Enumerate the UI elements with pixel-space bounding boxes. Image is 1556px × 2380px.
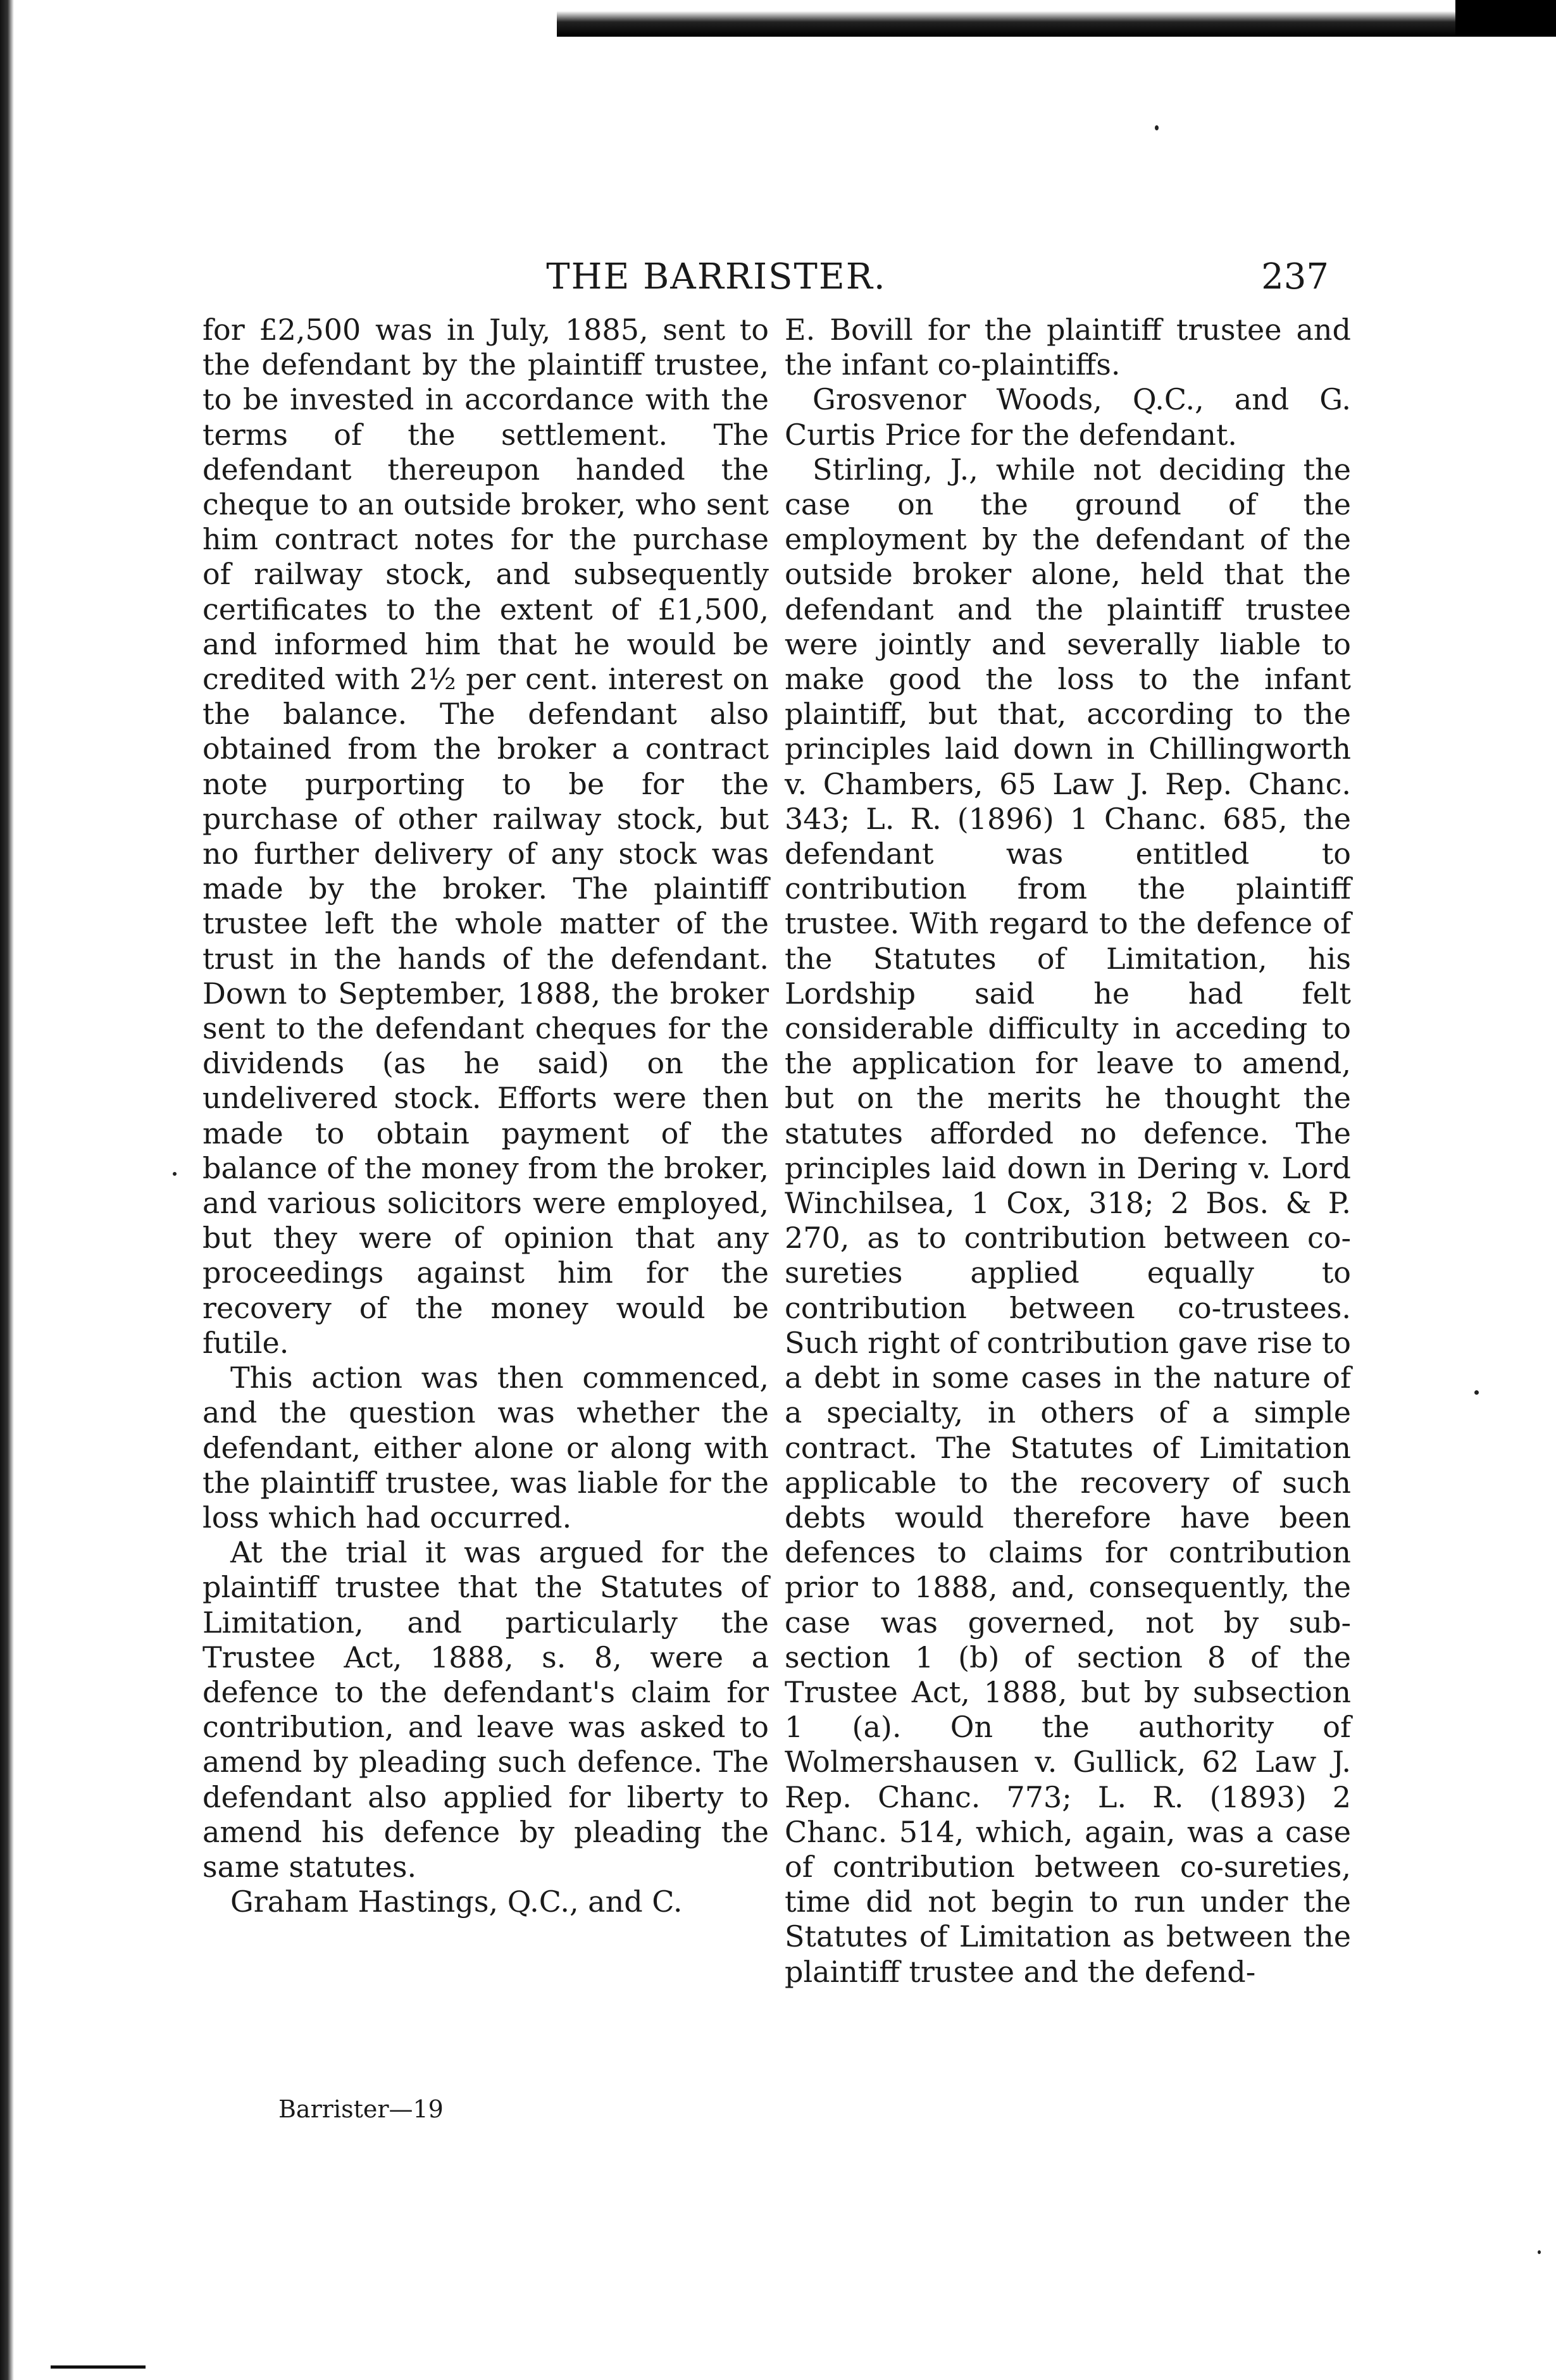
speck-mark [1538, 2250, 1541, 2254]
scan-bar-top [557, 0, 1556, 37]
paragraph: At the trial it was argued for the plaintiff trustee that the Statutes of Limitation, and particularly the Trustee Act, 1888, s. 8, were a defence to the defendant's claim for contribution, and leave was asked to amend by pleading such defence. The defendant also applied for liberty to amend his defence by pleading the same statutes. [202, 1535, 769, 1884]
paragraph: Stirling, J., while not deciding the case on the ground of the employment by the defendant of the outside broker alone, held that the defendant and the plaintiff trustee were jointly and severally liable to make good the loss to the infant plaintiff, but that, according to the principles laid down in Chillingworth v. Chambers, 65 Law J. Rep. Chanc. 343; L. R. (1896) 1 Chanc. 685, the defendant was entitled to contribution from the plaintiff trustee. With regard to the defence of the Statutes of Limitation, his Lordship said he had felt considerable difficulty in acceding to the application for leave to amend, but on the merits he thought the statutes afforded no defence. The principles laid down in Dering v. Lord Winchilsea, 1 Cox, 318; 2 Bos. & P. 270, as to contribution between co-sureties applied equally to contribution between co-trustees. Such right of contribution gave rise to a debt in some cases in the nature of a specialty, in others of a simple contract. The Statutes of Limitation applicable to the recovery of such debts would therefore have been defences to claims for contribution prior to 1888, and, consequently, the case was governed, not by sub-section 1 (b) of section 8 of the Trustee Act, 1888, but by subsection 1 (a). On the authority of Wolmershausen v. Gullick, 62 Law J. Rep. Chanc. 773; L. R. (1893) 2 Chanc. 514, which, again, was a case of contribution between co-sureties, time did not begin to run under the Statutes of Limitation as between the plaintiff trustee and the defend- [785, 452, 1351, 1989]
speck-mark [173, 1172, 177, 1176]
right-column [785, 313, 1351, 1990]
paragraph: Graham Hastings, Q.C., and C. [230, 1885, 683, 1919]
paragraph: Grosvenor Woods, Q.C., and G. Curtis Price for the defendant. [785, 382, 1351, 452]
speck-mark [1474, 1390, 1479, 1395]
scan-bar-top-right [1455, 0, 1556, 37]
page-header [202, 256, 1329, 301]
paragraph: for £2,500 was in July, 1885, sent to the defendant by the plaintiff trustee, to be invested in accordance with the terms of the settlement. The defendant thereupon handed the cheque to an outside broker, who sent him contract notes for the purchase of railway stock, and subsequently certificates to the extent of £1,500, and informed him that he would be credited with 2½ per cent. interest on the balance. The defendant also obtained from the broker a contract note purporting to be for the purchase of other railway stock, but no further delivery of any stock was made by the broker. The plaintiff trustee left the whole matter of the trust in the hands of the defendant. Down to September, 1888, the broker sent to the defendant cheques for the dividends (as he said) on the undelivered stock. Efforts were then made to obtain payment of the balance of the money from the broker, and various solicitors were employed, but they were of opinion that any proceedings against him for the recovery of the money would be futile. [202, 313, 769, 1360]
signature-mark: Barrister—19 [278, 2095, 444, 2123]
page-number: 237 [1261, 256, 1329, 297]
paragraph: This action was then commenced, and the question was whether the defendant, either alone or along with the plaintiff trustee, was liable for the loss which had occurred. [202, 1361, 769, 1535]
scan-edge-left [0, 0, 14, 2380]
left-column [202, 313, 769, 1919]
running-title: THE BARRISTER. [546, 256, 887, 297]
paragraph: E. Bovill for the plaintiff trustee and the infant co-plaintiffs. [785, 313, 1351, 382]
scan-line-bottom [51, 2365, 146, 2369]
speck-mark [1155, 125, 1159, 130]
